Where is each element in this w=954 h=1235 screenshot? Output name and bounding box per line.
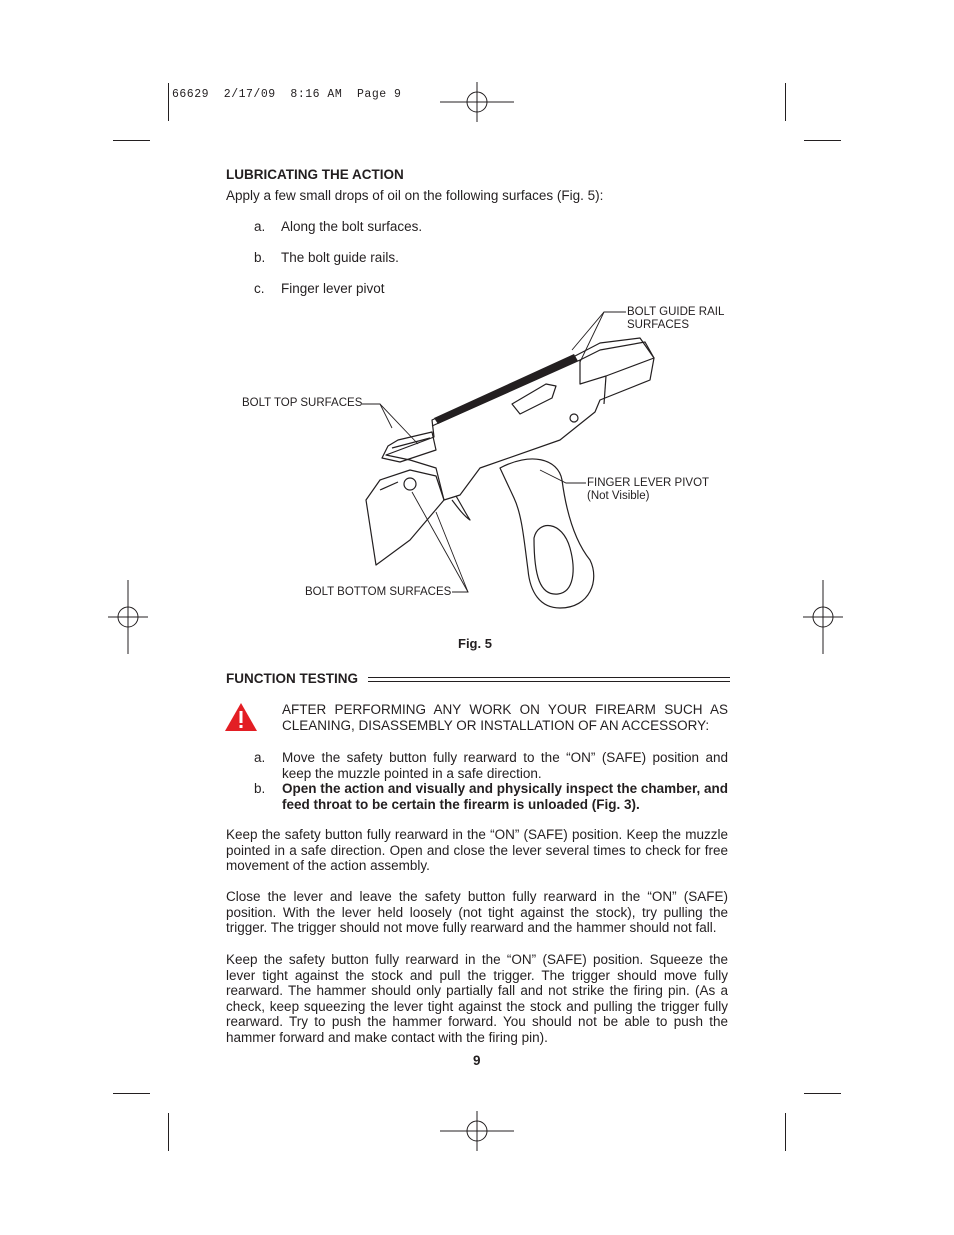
list-item-marker: a. xyxy=(254,750,266,765)
list-item-marker: b. xyxy=(254,250,266,265)
list-item: The bolt guide rails. xyxy=(281,250,399,265)
list-item: Along the bolt surfaces. xyxy=(281,219,423,234)
callout-bolt-top: BOLT TOP SURFACES xyxy=(242,397,363,409)
callout-line: BOLT GUIDE RAIL xyxy=(627,306,725,318)
list-item: Finger lever pivot xyxy=(281,281,385,296)
list-item: Move the safety button fully rearward to the “ON” (SAFE) position and keep the muzzle pointed in a safe direction. xyxy=(282,750,728,781)
callout-bolt-guide-rail xyxy=(627,306,724,331)
lubricating-heading: LUBRICATING THE ACTION xyxy=(226,167,404,182)
callout-line: FINGER LEVER PIVOT xyxy=(587,477,710,489)
list-item-bold: Open the action and visually and physically inspect the chamber, and feed throat to be certain the firearm is unloaded (Fig. 3). xyxy=(282,781,728,812)
callout-line: SURFACES xyxy=(627,318,689,331)
heading-rule xyxy=(368,677,730,682)
paragraph: Keep the safety button fully rearward in the “ON” (SAFE) position. Keep the muzzle pointed in a safe direction. Open and close the lever several times to check for free movement of the action assembly. xyxy=(226,827,728,874)
callout-line: (Not Visible) xyxy=(587,489,650,502)
callout-finger-lever xyxy=(587,477,709,502)
paragraph: Close the lever and leave the safety button fully rearward in the “ON” (SAFE) position. With the lever held loosely (not tight against the stock), try pulling the trigger. The trigger should not move fully rearward and the hammer should not fall. xyxy=(226,889,728,936)
page-number: 9 xyxy=(473,1053,481,1068)
warning-icon xyxy=(223,701,259,733)
callout-bolt-bottom: BOLT BOTTOM SURFACES xyxy=(305,586,452,598)
function-testing-heading: FUNCTION TESTING xyxy=(226,671,358,686)
warning-text: AFTER PERFORMING ANY WORK ON YOUR FIREARM SUCH AS CLEANING, DISASSEMBLY OR INSTALLATION OF AN ACCESSORY: xyxy=(282,702,728,733)
figure-caption: Fig. 5 xyxy=(458,636,492,651)
list-item-marker: c. xyxy=(254,281,265,296)
printer-slug: 66629 2/17/09 8:16 AM Page 9 xyxy=(172,88,402,101)
list-item-marker: b. xyxy=(254,781,266,796)
list-item-marker: a. xyxy=(254,219,266,234)
paragraph: Keep the safety button fully rearward in the “ON” (SAFE) position. Squeeze the lever tight against the stock and pull the trigger. The trigger should move fully rearward. The hammer should only partially fall and not strike the firing pin. (As a check, keep squeezing the lever tight against the stock and pulling the trigger fully rearward. Try to push the hammer forward. You should not be able to push the hammer forward and make contact with the firing pin). xyxy=(226,952,728,1045)
lubricating-intro: Apply a few small drops of oil on the following surfaces (Fig. 5): xyxy=(226,188,604,203)
